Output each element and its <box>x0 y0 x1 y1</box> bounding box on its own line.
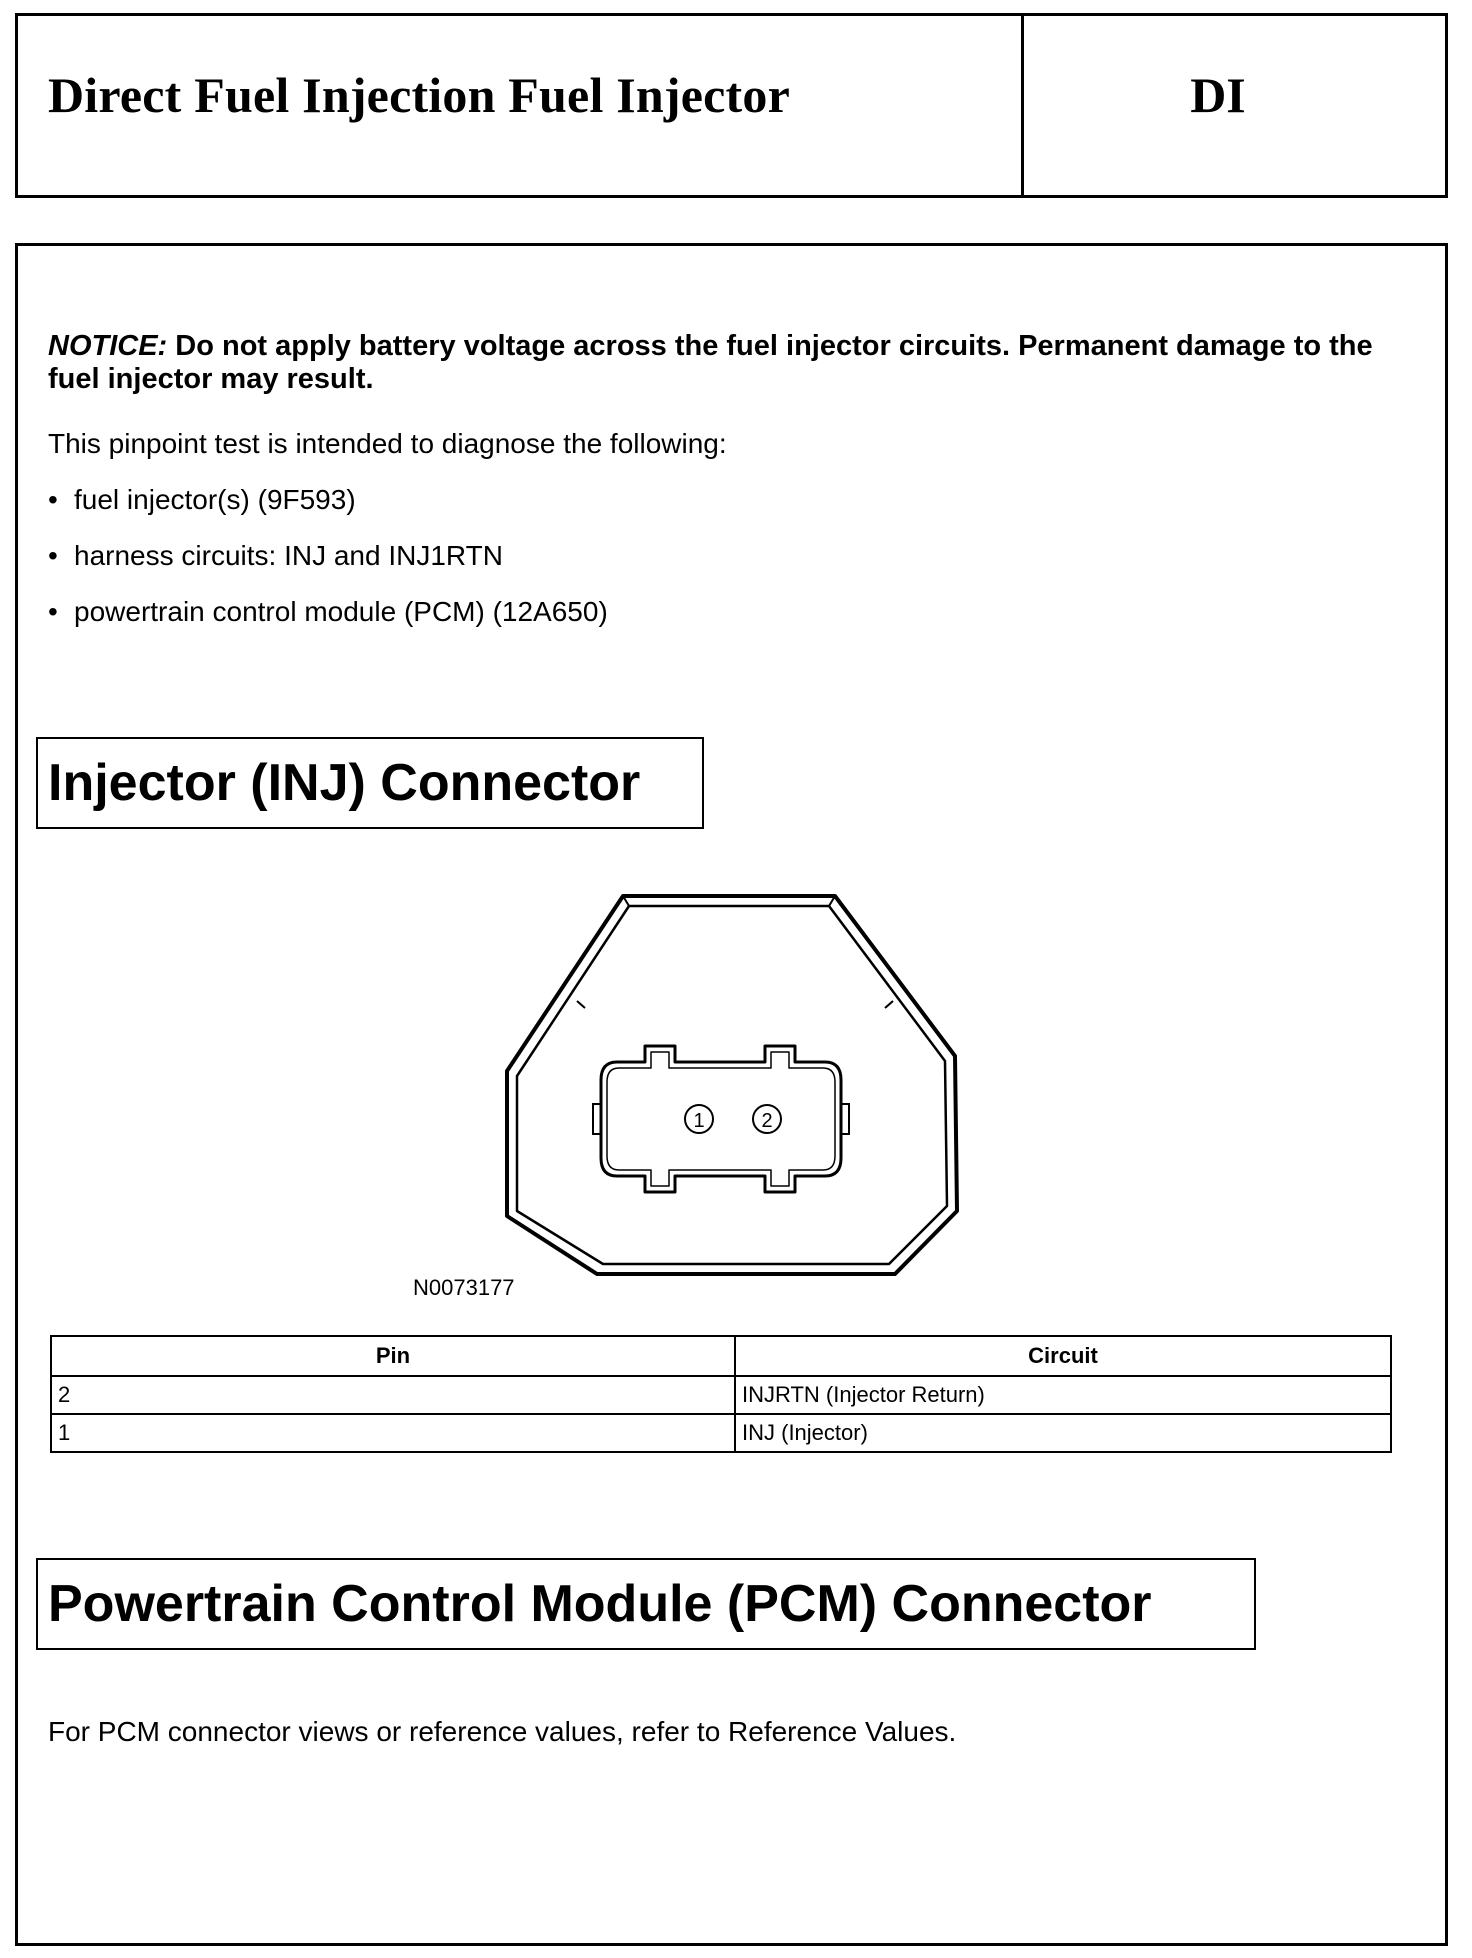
diagnosis-list <box>48 484 608 652</box>
pin-cell: 2 <box>51 1376 735 1414</box>
notice-label: NOTICE: <box>48 330 168 362</box>
intro-text: This pinpoint test is intended to diagnose the following: <box>48 428 727 459</box>
injector-connector-heading <box>36 737 704 829</box>
injector-connector-diagram <box>505 886 965 1288</box>
pin-1-label: 1 <box>693 1110 705 1132</box>
circuit-cell: INJ (Injector) <box>735 1414 1391 1452</box>
circuit-cell: INJRTN (Injector Return) <box>735 1376 1391 1414</box>
housing-notch <box>885 1001 893 1008</box>
pcm-connector-heading <box>36 1558 1256 1650</box>
pin-2-label: 2 <box>761 1110 773 1132</box>
plug-body-inner <box>607 1052 835 1186</box>
pcm-connector-heading-text: Powertrain Control Module (PCM) Connector <box>48 1575 1152 1633</box>
column-header-circuit: Circuit <box>735 1336 1391 1376</box>
table-row <box>51 1414 1391 1452</box>
injector-connector-heading-text: Injector (INJ) Connector <box>48 754 641 812</box>
connector-housing-outer <box>507 896 957 1274</box>
column-header-pin: Pin <box>51 1336 735 1376</box>
section-code: DI <box>1190 67 1246 123</box>
pin-cell: 1 <box>51 1414 735 1452</box>
list-item: • powertrain control module (PCM) (12A650) <box>48 596 608 652</box>
notice-text: Do not apply battery voltage across the fuel injector circuits. Permanent damage to the fuel injector may result. <box>48 330 1373 395</box>
housing-notch <box>577 1001 585 1008</box>
notice <box>48 330 1418 396</box>
table-row <box>51 1376 1391 1414</box>
list-item: • harness circuits: INJ and INJ1RTN <box>48 540 608 596</box>
pcm-reference-text: For PCM connector views or reference values, refer to Reference Values. <box>48 1716 957 1747</box>
list-item: • fuel injector(s) (9F593) <box>48 484 608 540</box>
figure-id: N0073177 <box>413 1275 515 1300</box>
page-title: Direct Fuel Injection Fuel Injector <box>48 67 790 123</box>
pin-circuit-table <box>50 1335 1392 1453</box>
table-header-row <box>51 1336 1391 1376</box>
